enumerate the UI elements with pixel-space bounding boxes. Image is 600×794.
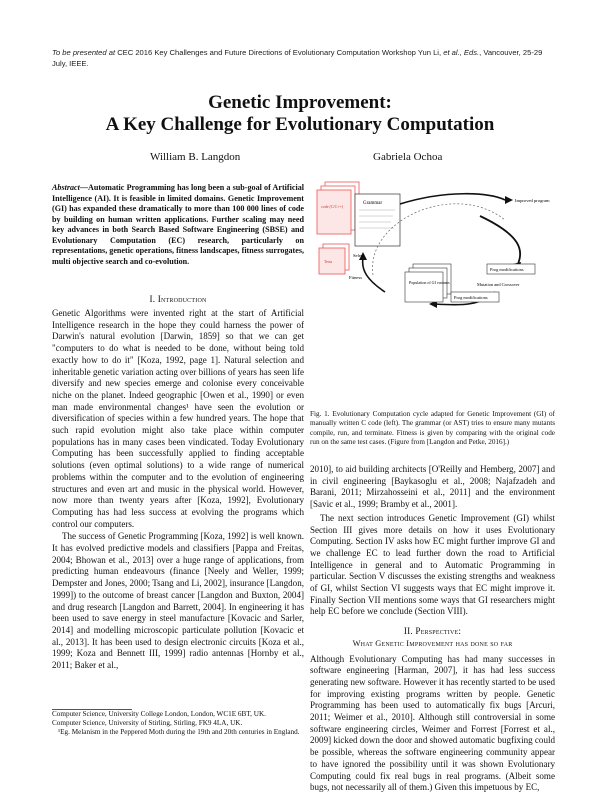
publication-note: To be presented at CEC 2016 Key Challenges and Future Directions of Evolutionary Computation Workshop Yun Li, et al., Eds., Vancouver, 25-29 July, IEEE. xyxy=(52,48,543,68)
grammar-label: Grammar xyxy=(363,201,383,206)
author-langdon: William B. Langdon xyxy=(150,151,241,163)
prog-modifications-lower xyxy=(451,292,499,302)
fitness-label: Fitness xyxy=(349,275,363,280)
code-label: code (C/C++) xyxy=(321,204,344,209)
right-continuation: 2010], to aid building architects [O'Reilly and Hemberg, 2007] and in civil engineering [Baykasoglu et al., 2008; Najafzadeh and Barani, 2011; Mirzahosseini et al., 2011] and the environment [Savic et al., 1999; Bramby et al., 2001]. xyxy=(310,464,555,510)
section-heading-introduction: I. Introduction xyxy=(149,294,207,304)
intro-paragraph-2: The success of Genetic Programming [Koza, 1992] is well known. It has evolved predictive models and classifiers [Pappa and Freitas, 2004; Bhowan et al., 2013] over a huge range of applications, from predicting human endeavours (finance [Neely and Weller, 1999; Dempster and Jones, 2000; Tsang and Li, 2002], insurance [Langdon, 1999]) to the outcome of breast cancer [Langdon and Buxton, 2004] and drug research [Langdon and Barrett, 2004]. In engineering it has been used to save energy in steel manufacture [Kovacic and Sarler, 2014] and modelling microscopic particulate pollution [Kovacic et al., 2013]. It has been used to design electronic circuits [Koza et al., 1999; Koza and Bennett III, 1999] radio antennas [Hornby et al., 2011; Baker et al., xyxy=(52,531,304,671)
section-heading-perspective: II. Perspective: xyxy=(403,626,462,637)
tests-label: Tests xyxy=(324,259,333,264)
select-arc xyxy=(363,258,385,292)
footnote-1: ¹Eg. Melanism in the Peppered Moth during the 19th and 20th centuries in England. xyxy=(58,728,300,737)
intro-paragraph-1: Genetic Algorithms were invented right at the start of Artificial Intelligence research in the hope they could harness the power of Darwin's natural evolution [Darwin, 1859] so that we can get "computers to do what is needed to be done, without being told exactly how to do it" [Koza, 1992, page 1]. Natural selection and inheritable genetic variation acting over billions of years has seen life diversify and new species emerge and colonise every conceivable niche on the planet. Indeed geographic [Owen et al., 1990] or even man made environmental changes¹ have seen the evolution or diversification of species within a few hundred years. The hope that such rapid evolution might also take place within computer populations has in many cases been vindicated. Today Evolutionary Computing has been successfully applied to finding acceptable solutions (even optimal solutions) to a wide range of numerical problems within the computer and to the evolution of engineering structures and even art and music in the physical world. However, now more than twenty years after [Koza, 1992], Evolutionary Computing has had less success at evolving the programs which control our computers. xyxy=(52,308,304,529)
paper-title-line2: A Key Challenge for Evolutionary Computation xyxy=(105,114,495,135)
paper-title-line1: Genetic Improvement: xyxy=(208,92,392,113)
source-code-stack xyxy=(317,182,359,234)
affiliation-ucl: Computer Science, University College London, London, WC1E 6BT, UK. xyxy=(52,710,266,718)
perspective-paragraph: Although Evolutionary Computing has had many successes in software engineering [Harman, 2007], it has had less success generating new software. However it has recently started to be used for improving existing programs written by people. Genetic Programming has been used to automatically fix bugs [Arcuri, 2011; Weimer et al., 2010]. Although still controversial in some software engineering circles, Weimer and Forrest [Forrest et al., 2009] kicked down the door and showed automatic bugfixing could be possible, whereas the software engineering community appear to have ignored the possibility until it was shown Evolutionary Computing could fix real bugs in real programs. (Albeit some bugs, not necessarily all of them.) Given this impetuous by EC, xyxy=(310,653,555,793)
mutation-arc xyxy=(480,216,520,266)
improved-label: Improved program xyxy=(515,198,550,203)
gi-cycle-figure xyxy=(305,180,555,405)
population-label: Population of GI variants xyxy=(409,280,450,285)
svg-text:Prog modifications: Prog modifications xyxy=(454,295,488,300)
author-ochoa: Gabriela Ochoa xyxy=(373,151,443,163)
prog-modifications-upper xyxy=(487,264,535,274)
select-label: Select xyxy=(353,253,365,258)
roadmap-paragraph: The next section introduces Genetic Improvement (GI) whilst Section III gives more details on how it uses Evolutionary Computing. Section IV asks how EC might further improve GI and we challenge EC to lead further down the road to Artificial Intelligence in general and to Automatic Programming in particular. Section V discusses the existing strengths and weakness of GI, whilst Section VI suggests ways that EC might improve it. Finally Section VII mentions some ways that GI researchers might help EC before we conclude (Section VIII). xyxy=(310,512,555,617)
abstract-text: —Automatic Programming has long been a sub-goal of Artificial Intelligence (AI). It is feasible in limited domains. Genetic Improvement (GI) has expanded these dramatically to more than 100 000 lines of code by building on human written applications. Further scaling may need key advances in both Search Based Software Engineering (SBSE) and Evolutionary Computation (EC) research, particularly on representations, genetic operations, fitness landscapes, fitness surrogates, multi objective search and co-evolution. xyxy=(52,183,304,266)
test-cases-stack xyxy=(319,244,349,274)
section-subheading-perspective: What Genetic Improvement has done so far xyxy=(352,638,513,648)
abstract xyxy=(52,183,304,267)
figure-caption: Fig. 1. Evolutionary Computation cycle adapted for Genetic Improvement (GI) of manually written C code (left). The grammar (or AST) tries to ensure many mutants compile, run, and terminate. Fitness is given by comparing with the original code run on the same test cases. (Figure from [Langdon and Petke, 2016].) xyxy=(310,410,555,446)
population-stack xyxy=(405,264,451,302)
grammar-box xyxy=(355,194,400,246)
abstract-lead: Abstract xyxy=(52,183,80,192)
left-column-body xyxy=(52,308,304,672)
right-column-body xyxy=(310,464,555,794)
mutation-label: Mutation and Crossover xyxy=(477,282,520,287)
footnotes xyxy=(52,710,304,738)
improved-arrow xyxy=(400,194,505,204)
svg-text:Prog modifications: Prog modifications xyxy=(490,267,524,272)
affiliation-stirling: Computer Science, University of Stirling, Stirling, FK9 4LA, UK. xyxy=(52,719,243,728)
